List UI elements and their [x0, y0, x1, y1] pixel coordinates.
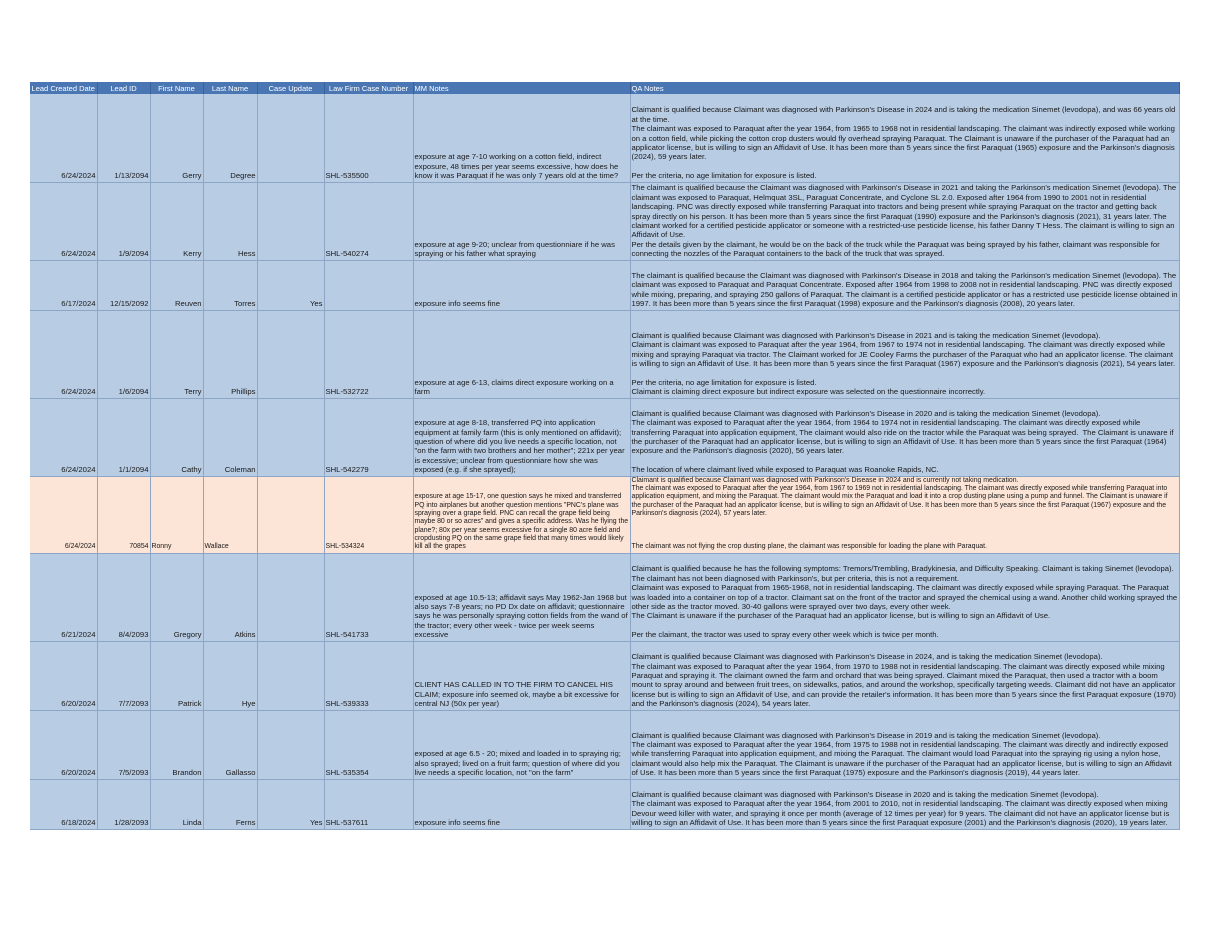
header-row	[30, 82, 1179, 94]
lead-created-date-cell[interactable]: 6/20/2024	[30, 710, 97, 779]
case-number-cell[interactable]: SHL-535500	[324, 94, 413, 182]
first-name-cell[interactable]: Gerry	[150, 94, 203, 182]
header-case-update[interactable]: Case Update	[257, 82, 324, 94]
table-row	[30, 182, 1179, 260]
first-name-cell[interactable]: Linda	[150, 779, 203, 829]
table-row	[30, 553, 1179, 641]
last-name-cell[interactable]: Gallasso	[203, 710, 257, 779]
mm-notes-cell[interactable]: exposed at age 10.5-13; affidavit says May 1962-Jan 1968 but also says 7-8 years; no PD Dx date on affidavit; questionnaire says he was personally spraying cotton fields from the wand of the tractor; every other week - twice per week seems excessive	[413, 553, 630, 641]
case-number-cell[interactable]	[324, 260, 413, 310]
case-number-cell[interactable]: SHL-532722	[324, 310, 413, 398]
lead-created-date-cell[interactable]: 6/21/2024	[30, 553, 97, 641]
case-number-cell[interactable]: SHL-541733	[324, 553, 413, 641]
mm-notes-cell[interactable]: exposure info seems fine	[413, 260, 630, 310]
mm-notes-cell[interactable]: exposure at age 7-10 working on a cotton field, indirect exposure, 48 times per year seems excessive, how does he know it was Paraquat if he was only 7 years old at the time?	[413, 94, 630, 182]
lead-id-cell[interactable]: 1/9/2094	[97, 182, 150, 260]
last-name-cell[interactable]: Atkins	[203, 553, 257, 641]
case-update-cell[interactable]	[257, 94, 324, 182]
case-number-cell[interactable]: SHL-539333	[324, 641, 413, 710]
qa-notes-cell[interactable]: Claimant is qualified because Claimant was diagnosed with Parkinson's Disease in 2019 and is taking the medication Sinemet (levodopa). The claimant was exposed to Paraquat after the year 1964, from 1975 to 1988 not in residential landscaping. The claimant was directly and indirectly exposed while transferring Paraquat into application equipment, and mixing the Paraquat. The claimant would load Paraquat into the spraying rig using a nylon hose, claimant would also help mix the Paraquat. The Claimant is unaware if the purchaser of the Paraquat had an applicator license, but is willing to sign an Affidavit of Use. It has been more than 5 years since the first Paraquat (1975) exposure and the Parkinson's diagnosis (2019), 44 years later.	[630, 710, 1179, 779]
qa-notes-cell[interactable]: The claimant is qualified because the Claimant was diagnosed with Parkinson's Disease in 2018 and taking the Parkinson's medication Sinemet (levodopa). The claimant was exposed to Paraquat and Paraquat Concentrate. Exposed after 1964 from 1998 to 2008 not in residential landscaping. PNC was directly exposed while mixing, preparing, and spraying 250 gallons of Paraquat. The claimant is a certified pesticide applicator or has a restricted use pesticide license obtained in 1997. It has been more than 5 years since the first Paraquat (1998) exposure and the Parkinson's diagnosis (2008), 20 years later.	[630, 260, 1179, 310]
case-update-cell[interactable]	[257, 398, 324, 476]
case-update-cell[interactable]	[257, 641, 324, 710]
last-name-cell[interactable]: Hye	[203, 641, 257, 710]
lead-created-date-cell[interactable]: 6/24/2024	[30, 476, 97, 553]
first-name-cell[interactable]: Ronny	[150, 476, 203, 553]
case-number-cell[interactable]: SHL-534324	[324, 476, 413, 553]
first-name-cell[interactable]: Patrick	[150, 641, 203, 710]
lead-created-date-cell[interactable]: 6/20/2024	[30, 641, 97, 710]
qa-notes-cell[interactable]: Claimant is qualified because Claimant was diagnosed with Parkinson's Disease in 2020 and is taking the medication Sinemet (levodopa). The claimant was exposed to Paraquat after the year 1964, from 1964 to 1974 not in residential landscaping. The claimant was directly exposed while transferring Paraquat into application equipment, The claimant would also ride on the tractor while the Paraquat was being sprayed. The Claimant is unaware if the purchaser of the Paraquat had an applicator license, but is willing to sign an Affidavit of Use. It has been more than 5 years since the first Paraquat (1964) exposure and the Parkinson's diagnosis (2020), 56 years later. The location of where claimant lived while exposed to Paraquat was Roanoke Rapids, NC.	[630, 398, 1179, 476]
last-name-cell[interactable]: Wallace	[203, 476, 257, 553]
last-name-cell[interactable]: Phillips	[203, 310, 257, 398]
last-name-cell[interactable]: Coleman	[203, 398, 257, 476]
header-first-name[interactable]: First Name	[150, 82, 203, 94]
first-name-cell[interactable]: Gregory	[150, 553, 203, 641]
lead-created-date-cell[interactable]: 6/24/2024	[30, 310, 97, 398]
case-number-cell[interactable]: SHL-540274	[324, 182, 413, 260]
first-name-cell[interactable]: Brandon	[150, 710, 203, 779]
last-name-cell[interactable]: Hess	[203, 182, 257, 260]
first-name-cell[interactable]: Reuven	[150, 260, 203, 310]
table-row	[30, 260, 1179, 310]
case-update-cell[interactable]	[257, 476, 324, 553]
spreadsheet-table	[30, 82, 1180, 830]
qa-notes-cell[interactable]: The claimant is qualified because the Claimant was diagnosed with Parkinson's Disease in 2021 and taking the Parkinson's medication Sinemet (levodopa). The claimant was exposed to Paraquat, Helmquat 3SL, Paraguat Concentrate, and Cyclone SL 2.0. Exposed after 1964 from 1990 to 2001 not in residential landscaping. PNC was directly exposed while transferring Paraquat into tractors and being present while spraying Paraquat on the tractor and getting back spray directly on his person. It has been more than 5 years since the first Paraquat (1990) exposure and the Parkinson's diagnosis (2021), 31 years later. The claimant worked for a certified pesticide applicator or someone with a restricted-use pesticide license, his father Danny T Hess. The claimant is willing to sign an Affidavit of Use. Per the details given by the claimant, he would be on the back of the truck while the Paraquat was being sprayed by his father, claimant was responsible for connecting the nozzles of the Paraquat containers to the back of the truck that was sprayed.	[630, 182, 1179, 260]
case-update-cell[interactable]: Yes	[257, 260, 324, 310]
mm-notes-cell[interactable]: exposure at age 9-20; unclear from questionniare if he was spraying or his father what spraying	[413, 182, 630, 260]
lead-id-cell[interactable]: 12/15/2092	[97, 260, 150, 310]
first-name-cell[interactable]: Cathy	[150, 398, 203, 476]
last-name-cell[interactable]: Ferns	[203, 779, 257, 829]
case-update-cell[interactable]	[257, 310, 324, 398]
table-row	[30, 476, 1179, 553]
lead-id-cell[interactable]: 1/13/2094	[97, 94, 150, 182]
mm-notes-cell[interactable]: CLIENT HAS CALLED IN TO THE FIRM TO CANCEL HIS CLAIM; exposure info seemed ok, maybe a bit excessive for central NJ (50x per year)	[413, 641, 630, 710]
qa-notes-cell[interactable]: Claimant is qualified because claimant was diagnosed with Parkinson's Disease in 2020 and is taking the medication Sinemet (levodopa). The claimant was exposed to Paraquat after the year 1964, from 2001 to 2010, not in residential landscaping. The claimant was directly exposed when mixing Devour weed killer with water, and spraying it once per month (average of 12 times per year) for 9 years. The claimant did not have an applicator license but is willing to sign an Affidavit of Use. It has been more than 5 years since the first Paraquat exposure (2001) and the Parkinson's diagnosis (2020), 19 years later.	[630, 779, 1179, 829]
case-update-cell[interactable]	[257, 182, 324, 260]
lead-id-cell[interactable]: 8/4/2093	[97, 553, 150, 641]
lead-id-cell[interactable]: 7/7/2093	[97, 641, 150, 710]
case-number-cell[interactable]: SHL-537611	[324, 779, 413, 829]
first-name-cell[interactable]: Terry	[150, 310, 203, 398]
table-row	[30, 94, 1179, 182]
mm-notes-cell[interactable]: exposed at age 6.5 - 20; mixed and loaded in to spraying rig; also sprayed; lived on a fruit farm; question of where did you live needs a specific location, not "on the farm"	[413, 710, 630, 779]
qa-notes-cell[interactable]: Claimant is qualified because Claimant was diagnosed with Parkinson's Disease in 2021 and is taking the medication Sinemet (levodopa). Claimant is claimant was exposed to Paraquat after the year 1964, from 1967 to 1974 not in residential landscaping. The claimant was directly exposed while mixing and spraying Paraquat via tractor. The Claimant worked for JE Cooley Farms the purchaser of the Paraquat who had an applicator license. The claimant is willing to sign an Affidavit of Use. It has been more than 5 years since the first Paraquat (1967) exposure and the Parkinson's diagnosis (2021), 54 years later. Per the criteria, no age limitation for exposure is listed. Claimant is claiming direct exposure but indirect exposure was selected on the questionnaire incorrectly.	[630, 310, 1179, 398]
case-number-cell[interactable]: SHL-542279	[324, 398, 413, 476]
mm-notes-cell[interactable]: exposure at age 6-13, claims direct exposure working on a farm	[413, 310, 630, 398]
lead-id-cell[interactable]: 1/6/2094	[97, 310, 150, 398]
table-row	[30, 310, 1179, 398]
mm-notes-cell[interactable]: exposure info seems fine	[413, 779, 630, 829]
mm-notes-cell[interactable]: exposure at age 15-17, one question says he mixed and transferred PQ into airplanes but another question mentions "PNC's plane was spraying over a grape field. PNC can recall the grape field being maybe 80 or so acres" and gives a specific address. Was he flying the plane?; 80x per year seems excessive for a single 80 acre field and cropdusting PQ on the same grape field that many times would likely kill all the grapes	[413, 476, 630, 553]
lead-id-cell[interactable]: 7/5/2093	[97, 710, 150, 779]
case-number-cell[interactable]: SHL-535354	[324, 710, 413, 779]
case-update-cell[interactable]	[257, 710, 324, 779]
lead-id-cell[interactable]: 1/1/2094	[97, 398, 150, 476]
header-lead-id[interactable]: Lead ID	[97, 82, 150, 94]
lead-created-date-cell[interactable]: 6/18/2024	[30, 779, 97, 829]
first-name-cell[interactable]: Kerry	[150, 182, 203, 260]
lead-id-cell[interactable]: 70854	[97, 476, 150, 553]
case-update-cell[interactable]	[257, 553, 324, 641]
qa-notes-cell[interactable]: Claimant is qualified because he has the following symptoms: Tremors/Trembling, Bradykinesia, and Difficulty Speaking. Claimant is taking Sinemet (levodopa). The claimant has not been diagnosed with Parkinson's, but per criteria, this is not a requirement. Claimaint was exposed to Paraquat from 1965-1968, not in residential landscaping. The claimant was directly exposed while spraying Paraquat. The Paraquat was loaded into a container on top of a tractor. Claimant sat on the front of the tractor and sprayed the chemical using a wand. Another child working sprayed the other side as the tractor moved. 30-40 gallons were sprayed over two days, every other week. The Claimant is unaware if the purchaser of the Paraquat had an applicator license, but is willing to sign an Affidavit of Use. Per the claimant, the tractor was used to spray every other week which is twice per month.	[630, 553, 1179, 641]
lead-created-date-cell[interactable]: 6/24/2024	[30, 94, 97, 182]
table-row	[30, 710, 1179, 779]
lead-id-cell[interactable]: 1/28/2093	[97, 779, 150, 829]
lead-created-date-cell[interactable]: 6/24/2024	[30, 398, 97, 476]
qa-notes-cell[interactable]: Claimant is qualified because Claimant was diagnosed with Parkinson's Disease in 2024 and is currently not taking medication. The claimant was exposed to Paraquat after the year 1964, from 1967 to 1969 not in residential landscaping. The claimant was directly exposed while transferring Paraquat into application equipment, and mixing the Paraquat. The claimant would mix the Paraquat and load it into a crop dusting plane using a pump and funnel. The Claimant is unaware if the purchaser of the Paraquat had an applicator license, but is willing to sign an Affidavit of Use. It has been more than 5 years since the first Paraquat (1967) exposure and the Parkinson's diagnosis (2024), 57 years later. The claimant was not flying the crop dusting plane, the claimant was responsible for loading the plane with Paraquat.	[630, 476, 1179, 553]
header-lead-created-date[interactable]: Lead Created Date	[30, 82, 97, 94]
lead-created-date-cell[interactable]: 6/24/2024	[30, 182, 97, 260]
qa-notes-cell[interactable]: Claimant is qualified because Claimant was diagnosed with Parkinson's Disease in 2024, and is taking the medication Sinemet (levodopa). The claimant was exposed to Paraquat after the year 1964, from 1970 to 1988 not in residential landscaping. The claimant was directly exposed while mixing Paraquat and spraying it. The claimant owned the farm and orchard that was being sprayed. Claimant mixed the Paraquat, then used a tractor with a boom mount to spray around and between fruit trees, on sidewalks, patios, and around the workshop, specifically targeting weeds. Claimant did not have an applicator license but is willing to sign an Affidavit of Use, and can provide the retailer's information. It has been more than 5 years since the first Paraquat exposure (1970) and the Parkinson's diagnosis (2024), 54 years later.	[630, 641, 1179, 710]
header-last-name[interactable]: Last Name	[203, 82, 257, 94]
qa-notes-cell[interactable]: Claimant is qualified because Claimant was diagnosed with Parkinson's Disease in 2024 and is taking the medication Sinemet (levodopa), and was 66 years old at the time. The claimant was exposed to Paraquat after the year 1964, from 1965 to 1968 not in residential landscaping. The claimant was indirectly exposed while working on a cotton field, while picking the cotton crop dusters would fly overhead spraying Paraquat. The Claimant is unaware if the purchaser of the Paraquat had an applicator license, but is willing to sign an Affidavit of Use. It has been more than 5 years since the first Paraquat (1965) exposure and the Parkinson's diagnosis (2024), 59 years later. Per the criteria, no age limitation for exposure is listed.	[630, 94, 1179, 182]
table-row	[30, 398, 1179, 476]
header-law-firm-case-number[interactable]: Law Firm Case Number	[324, 82, 413, 94]
last-name-cell[interactable]: Degree	[203, 94, 257, 182]
table-row	[30, 779, 1179, 829]
table-row	[30, 641, 1179, 710]
header-qa-notes[interactable]: QA Notes	[630, 82, 1179, 94]
last-name-cell[interactable]: Torres	[203, 260, 257, 310]
header-mm-notes[interactable]: MM Notes	[413, 82, 630, 94]
mm-notes-cell[interactable]: exposure at age 8-18, transferred PQ into application equipment at family farm (this is only mentioned on affidavit); question of where did you live needs a specific location, not "on the farm with two brothers and her mother"; 221x per year is excessive; unclear from questionniare how she was exposed (e.g. if she sprayed);	[413, 398, 630, 476]
case-update-cell[interactable]: Yes	[257, 779, 324, 829]
lead-created-date-cell[interactable]: 6/17/2024	[30, 260, 97, 310]
